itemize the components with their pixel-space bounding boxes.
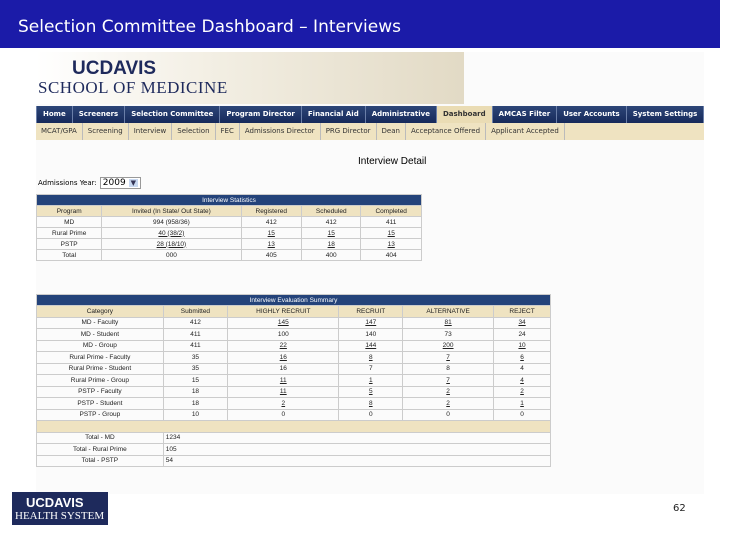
nav-item-screeners[interactable]: Screeners — [72, 106, 125, 123]
table-row — [37, 409, 551, 421]
total-label: Total - MD — [37, 432, 164, 444]
table-cell: Rural Prime - Student — [37, 363, 164, 375]
table-cell: Rural Prime - Group — [37, 375, 164, 387]
nav-item-program-director[interactable]: Program Director — [219, 106, 300, 123]
table-row — [37, 250, 422, 261]
table-cell: 16 — [228, 363, 339, 375]
column-header: Invited (In State/ Out State) — [102, 206, 241, 217]
cell-link[interactable]: 81 — [403, 317, 494, 329]
table-cell: 412 — [302, 217, 361, 228]
subnav-item-selection[interactable]: Selection — [172, 123, 215, 140]
cell-link[interactable]: 22 — [228, 340, 339, 352]
year-select[interactable] — [100, 177, 141, 189]
cell-link[interactable]: 147 — [339, 317, 403, 329]
column-header: HIGHLY RECRUIT — [228, 306, 339, 318]
caption-row — [37, 195, 422, 206]
dashboard-page — [36, 52, 738, 494]
table-row — [37, 329, 551, 341]
cell-link[interactable]: 5 — [339, 386, 403, 398]
cell-link[interactable]: 2 — [403, 398, 494, 410]
column-header: RECRUIT — [339, 306, 403, 318]
total-value: 105 — [163, 444, 550, 456]
cell-link[interactable]: 15 — [361, 228, 422, 239]
table-cell: 0 — [228, 409, 339, 421]
interview-statistics-table — [36, 194, 422, 261]
table-row — [37, 386, 551, 398]
table-cell: 24 — [494, 329, 551, 341]
spacer-row — [37, 421, 551, 433]
table-cell: 35 — [163, 363, 227, 375]
header-row — [37, 206, 422, 217]
cell-link[interactable]: 8 — [339, 352, 403, 364]
table-row — [37, 228, 422, 239]
total-value: 1234 — [163, 432, 550, 444]
cell-link[interactable]: 1 — [494, 398, 551, 410]
table-cell: 404 — [361, 250, 422, 261]
table-cell: 000 — [102, 250, 241, 261]
table-cell: 8 — [403, 363, 494, 375]
column-header: Scheduled — [302, 206, 361, 217]
evaluation-summary-table — [36, 294, 551, 467]
table-cell: 18 — [163, 398, 227, 410]
table-cell: 100 — [228, 329, 339, 341]
table-cell: PSTP - Student — [37, 398, 164, 410]
total-row — [37, 444, 551, 456]
column-header: Category — [37, 306, 164, 318]
cell-link[interactable]: 7 — [403, 375, 494, 387]
slide-title: Selection Committee Dashboard – Interviews — [0, 0, 720, 48]
table-cell: 4 — [494, 363, 551, 375]
table-cell: 411 — [163, 329, 227, 341]
subnav-item-dean[interactable]: Dean — [377, 123, 406, 140]
cell-link[interactable]: 40 (38/2) — [102, 228, 241, 239]
subnav-item-admissions-director[interactable]: Admissions Director — [240, 123, 321, 140]
nav-item-dashboard[interactable]: Dashboard — [436, 106, 492, 123]
table-row — [37, 398, 551, 410]
table-row — [37, 317, 551, 329]
cell-link[interactable]: 13 — [361, 239, 422, 250]
total-row — [37, 432, 551, 444]
column-header: REJECT — [494, 306, 551, 318]
table-cell: Rural Prime - Faculty — [37, 352, 164, 364]
year-filter — [38, 177, 141, 189]
table-cell: PSTP - Faculty — [37, 386, 164, 398]
subnav-item-acceptance-offered[interactable]: Acceptance Offered — [406, 123, 486, 140]
page-number: 62 — [673, 503, 686, 514]
cell-link[interactable]: 13 — [241, 239, 302, 250]
table-row — [37, 352, 551, 364]
page-heading: Interview Detail — [358, 156, 427, 167]
table-row — [37, 363, 551, 375]
cell-link[interactable]: 145 — [228, 317, 339, 329]
table-cell: 73 — [403, 329, 494, 341]
footer-logo — [12, 492, 108, 525]
cell-link[interactable]: 16 — [228, 352, 339, 364]
cell-link[interactable]: 7 — [403, 352, 494, 364]
table-cell: 7 — [339, 363, 403, 375]
table-cell: 411 — [361, 217, 422, 228]
nav-item-home[interactable]: Home — [36, 106, 72, 123]
nav-item-amcas-filter[interactable]: AMCAS Filter — [492, 106, 557, 123]
column-header: ALTERNATIVE — [403, 306, 494, 318]
table-cell: 35 — [163, 352, 227, 364]
table-cell: 400 — [302, 250, 361, 261]
footer-logo-line1: UCDAVIS — [26, 495, 84, 510]
total-row — [37, 455, 551, 467]
column-header: Registered — [241, 206, 302, 217]
table-cell: 0 — [339, 409, 403, 421]
table-caption: Interview Evaluation Summary — [37, 295, 551, 306]
spacer-cell — [37, 421, 551, 433]
cell-link[interactable]: 2 — [403, 386, 494, 398]
header-banner — [36, 52, 464, 104]
cell-link[interactable]: 10 — [494, 340, 551, 352]
subnav-item-mcat-gpa[interactable]: MCAT/GPA — [36, 123, 83, 140]
table-cell: 10 — [163, 409, 227, 421]
chevron-down-icon: ▼ — [130, 179, 137, 187]
sub-nav — [36, 123, 704, 140]
header-row — [37, 306, 551, 318]
table-cell: 412 — [241, 217, 302, 228]
column-header: Completed — [361, 206, 422, 217]
main-nav — [36, 106, 738, 123]
table-cell: 18 — [163, 386, 227, 398]
table-cell: 405 — [241, 250, 302, 261]
table-cell: 0 — [494, 409, 551, 421]
cell-link[interactable]: 11 — [228, 386, 339, 398]
cell-link[interactable]: 15 — [241, 228, 302, 239]
cell-link[interactable]: 8 — [339, 398, 403, 410]
cell-link[interactable]: 18 — [302, 239, 361, 250]
year-value: 2009 — [102, 178, 126, 188]
nav-item-user-accounts[interactable]: User Accounts — [556, 106, 626, 123]
logo-school: SCHOOL OF MEDICINE — [38, 78, 228, 97]
table-cell: 412 — [163, 317, 227, 329]
logo-ucdavis: UCDAVIS — [72, 58, 157, 79]
table-cell: 140 — [339, 329, 403, 341]
table-row — [37, 239, 422, 250]
table-cell: 0 — [403, 409, 494, 421]
nav-item-administrative[interactable]: Administrative — [365, 106, 436, 123]
total-label: Total - PSTP — [37, 455, 164, 467]
table-row — [37, 340, 551, 352]
table-cell: 15 — [163, 375, 227, 387]
subnav-item-prg-director[interactable]: PRG Director — [321, 123, 377, 140]
cell-link[interactable]: 11 — [228, 375, 339, 387]
year-label: Admissions Year: — [38, 179, 97, 187]
table-cell: MD - Group — [37, 340, 164, 352]
column-header: Program — [37, 206, 102, 217]
nav-item-system-settings[interactable]: System Settings — [626, 106, 704, 123]
subnav-item-applicant-accepted[interactable]: Applicant Accepted — [486, 123, 565, 140]
table-cell: Rural Prime — [37, 228, 102, 239]
cell-link[interactable]: 2 — [228, 398, 339, 410]
nav-item-selection-committee[interactable]: Selection Committee — [124, 106, 219, 123]
table-cell: MD — [37, 217, 102, 228]
table-row — [37, 375, 551, 387]
cell-link[interactable]: 1 — [339, 375, 403, 387]
table-row — [37, 217, 422, 228]
subnav-item-screening[interactable]: Screening — [83, 123, 129, 140]
total-label: Total - Rural Prime — [37, 444, 164, 456]
total-value: 54 — [163, 455, 550, 467]
table-cell: PSTP — [37, 239, 102, 250]
nav-item-logout[interactable]: Logout — [703, 106, 743, 123]
table-caption: Interview Statistics — [37, 195, 422, 206]
column-header: Submitted — [163, 306, 227, 318]
subnav-item-fec[interactable]: FEC — [216, 123, 240, 140]
table-cell: 411 — [163, 340, 227, 352]
cell-link[interactable]: 34 — [494, 317, 551, 329]
cell-link[interactable]: 200 — [403, 340, 494, 352]
nav-item-financial-aid[interactable]: Financial Aid — [301, 106, 365, 123]
cell-link[interactable]: 4 — [494, 375, 551, 387]
caption-row — [37, 295, 551, 306]
cell-link[interactable]: 15 — [302, 228, 361, 239]
cell-link[interactable]: 6 — [494, 352, 551, 364]
footer-logo-line2: HEALTH SYSTEM — [15, 510, 105, 522]
cell-link[interactable]: 144 — [339, 340, 403, 352]
table-cell: MD - Student — [37, 329, 164, 341]
cell-link[interactable]: 28 (18/10) — [102, 239, 241, 250]
table-cell: 994 (958/36) — [102, 217, 241, 228]
table-cell: Total — [37, 250, 102, 261]
table-cell: MD - Faculty — [37, 317, 164, 329]
subnav-item-interview[interactable]: Interview — [129, 123, 173, 140]
table-cell: PSTP - Group — [37, 409, 164, 421]
cell-link[interactable]: 2 — [494, 386, 551, 398]
